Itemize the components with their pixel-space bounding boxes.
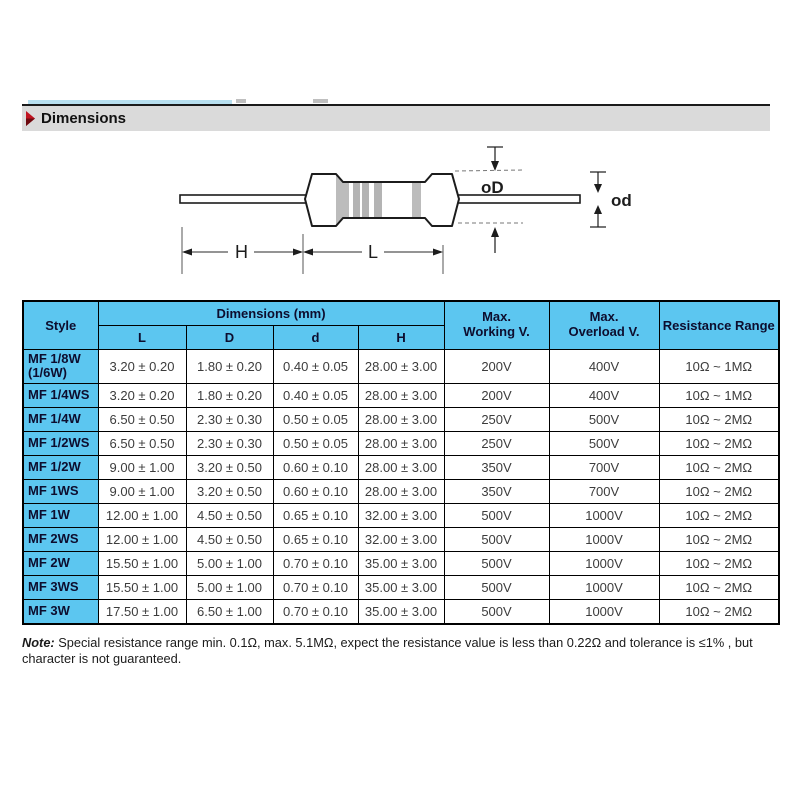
header-resistance-range: Resistance Range — [659, 301, 779, 349]
style-cell: MF 1/2W — [23, 456, 98, 480]
table-cell: 32.00 ± 3.00 — [358, 504, 444, 528]
header-max-overload-line2: Overload V. — [568, 324, 640, 340]
table-cell: 1000V — [549, 576, 659, 600]
table-cell: 15.50 ± 1.00 — [98, 576, 186, 600]
header-max-working-line1: Max. — [482, 309, 511, 325]
crop-artifact — [236, 99, 246, 103]
table-cell: 28.00 ± 3.00 — [358, 349, 444, 384]
table-cell: 0.40 ± 0.05 — [273, 384, 358, 408]
table-cell: 700V — [549, 480, 659, 504]
table-cell: 6.50 ± 0.50 — [98, 432, 186, 456]
style-cell: MF 3W — [23, 600, 98, 624]
style-cell: MF 1/2WS — [23, 432, 98, 456]
resistor-dimension-diagram — [158, 138, 658, 286]
header-style: Style — [23, 301, 98, 349]
table-row — [23, 528, 779, 552]
table-cell: 0.70 ± 0.10 — [273, 552, 358, 576]
table-cell: 15.50 ± 1.00 — [98, 552, 186, 576]
table-row — [23, 456, 779, 480]
table-cell: 10Ω ~ 2MΩ — [659, 432, 779, 456]
spec-table-body — [23, 349, 779, 624]
header-dimensions-group: Dimensions (mm) — [98, 301, 444, 325]
od-top-dashed-line — [455, 170, 523, 171]
table-cell: 200V — [444, 349, 549, 384]
table-cell: 10Ω ~ 1MΩ — [659, 349, 779, 384]
table-cell: 10Ω ~ 2MΩ — [659, 552, 779, 576]
table-cell: 12.00 ± 1.00 — [98, 528, 186, 552]
table-cell: 10Ω ~ 2MΩ — [659, 504, 779, 528]
arrowhead-up — [594, 205, 602, 214]
table-cell: 2.30 ± 0.30 — [186, 432, 273, 456]
arrowhead-up — [491, 227, 499, 237]
table-cell: 28.00 ± 3.00 — [358, 384, 444, 408]
table-cell: 1.80 ± 0.20 — [186, 384, 273, 408]
table-cell: 0.50 ± 0.05 — [273, 408, 358, 432]
table-cell: 350V — [444, 456, 549, 480]
table-cell: 400V — [549, 349, 659, 384]
table-cell: 5.00 ± 1.00 — [186, 552, 273, 576]
table-row — [23, 480, 779, 504]
table-cell: 0.40 ± 0.05 — [273, 349, 358, 384]
table-cell: 10Ω ~ 2MΩ — [659, 408, 779, 432]
table-cell: 3.20 ± 0.20 — [98, 349, 186, 384]
table-cell: 2.30 ± 0.30 — [186, 408, 273, 432]
table-cell: 3.20 ± 0.50 — [186, 480, 273, 504]
style-cell: MF 3WS — [23, 576, 98, 600]
style-cell: MF 2WS — [23, 528, 98, 552]
table-cell: 28.00 ± 3.00 — [358, 408, 444, 432]
header-col-d: d — [273, 325, 358, 349]
table-cell: 500V — [549, 432, 659, 456]
table-cell: 3.20 ± 0.50 — [186, 456, 273, 480]
table-row — [23, 384, 779, 408]
table-cell: 6.50 ± 0.50 — [98, 408, 186, 432]
table-cell: 3.20 ± 0.20 — [98, 384, 186, 408]
table-cell: 0.65 ± 0.10 — [273, 504, 358, 528]
header-max-working-line2: Working V. — [463, 324, 530, 340]
table-cell: 400V — [549, 384, 659, 408]
table-cell: 0.70 ± 0.10 — [273, 600, 358, 624]
table-cell: 10Ω ~ 2MΩ — [659, 480, 779, 504]
table-cell: 500V — [549, 408, 659, 432]
spec-table-header — [23, 301, 779, 349]
table-cell: 35.00 ± 3.00 — [358, 600, 444, 624]
table-cell: 10Ω ~ 2MΩ — [659, 600, 779, 624]
table-cell: 6.50 ± 1.00 — [186, 600, 273, 624]
style-cell: MF 1W — [23, 504, 98, 528]
spec-table — [22, 300, 780, 625]
table-cell: 0.65 ± 0.10 — [273, 528, 358, 552]
table-row — [23, 432, 779, 456]
note-text: Special resistance range min. 0.1Ω, max. 5.1MΩ, expect the resistance value is less than 0.22Ω and tolerance is ≤1% , but character is not guaranteed. — [22, 635, 753, 667]
arrowhead-right — [433, 249, 443, 256]
header-col-H: H — [358, 325, 444, 349]
table-row — [23, 408, 779, 432]
table-cell: 250V — [444, 432, 549, 456]
table-cell: 17.50 ± 1.00 — [98, 600, 186, 624]
table-cell: 10Ω ~ 1MΩ — [659, 384, 779, 408]
table-cell: 500V — [444, 504, 549, 528]
table-cell: 500V — [444, 552, 549, 576]
table-cell: 12.00 ± 1.00 — [98, 504, 186, 528]
arrowhead-down — [594, 184, 602, 193]
table-cell: 35.00 ± 3.00 — [358, 552, 444, 576]
arrowhead-left — [182, 249, 192, 256]
note — [22, 635, 780, 668]
table-cell: 700V — [549, 456, 659, 480]
table-cell: 4.50 ± 0.50 — [186, 528, 273, 552]
label-lead-length: H — [235, 242, 248, 262]
table-cell: 10Ω ~ 2MΩ — [659, 456, 779, 480]
table-cell: 1000V — [549, 600, 659, 624]
header-col-D: D — [186, 325, 273, 349]
lead-right — [452, 195, 580, 203]
header-max-working — [444, 301, 549, 349]
label-body-diameter: oD — [481, 178, 504, 197]
arrowhead-left — [303, 249, 313, 256]
table-cell: 350V — [444, 480, 549, 504]
style-cell: MF 2W — [23, 552, 98, 576]
table-cell: 9.00 ± 1.00 — [98, 480, 186, 504]
label-lead-diameter: od — [611, 191, 632, 210]
section-title: Dimensions — [41, 110, 127, 127]
table-cell: 500V — [444, 528, 549, 552]
table-cell: 500V — [444, 600, 549, 624]
style-cell: MF 1/8W (1/6W) — [23, 349, 98, 384]
arrowhead-right — [293, 249, 303, 256]
table-cell: 250V — [444, 408, 549, 432]
table-cell: 0.50 ± 0.05 — [273, 432, 358, 456]
style-cell: MF 1WS — [23, 480, 98, 504]
table-cell: 0.70 ± 0.10 — [273, 576, 358, 600]
crop-artifact — [313, 99, 328, 103]
table-cell: 500V — [444, 576, 549, 600]
label-body-length: L — [368, 242, 379, 262]
table-cell: 200V — [444, 384, 549, 408]
header-max-overload — [549, 301, 659, 349]
table-cell: 1000V — [549, 528, 659, 552]
table-cell: 5.00 ± 1.00 — [186, 576, 273, 600]
arrowhead-down — [491, 161, 499, 171]
table-cell: 4.50 ± 0.50 — [186, 504, 273, 528]
table-cell: 1000V — [549, 552, 659, 576]
table-cell: 10Ω ~ 2MΩ — [659, 576, 779, 600]
table-cell: 1000V — [549, 504, 659, 528]
table-row — [23, 504, 779, 528]
table-row — [23, 600, 779, 624]
table-row — [23, 349, 779, 384]
note-prefix: Note: — [22, 635, 55, 650]
table-cell: 28.00 ± 3.00 — [358, 456, 444, 480]
section-header-bar — [22, 104, 770, 131]
table-cell: 35.00 ± 3.00 — [358, 576, 444, 600]
header-col-L: L — [98, 325, 186, 349]
style-cell: MF 1/4W — [23, 408, 98, 432]
table-row — [23, 552, 779, 576]
red-arrow-icon — [25, 111, 36, 126]
table-cell: 9.00 ± 1.00 — [98, 456, 186, 480]
table-cell: 0.60 ± 0.10 — [273, 456, 358, 480]
table-cell: 0.60 ± 0.10 — [273, 480, 358, 504]
table-row — [23, 576, 779, 600]
header-max-overload-line1: Max. — [589, 309, 619, 325]
table-cell: 28.00 ± 3.00 — [358, 432, 444, 456]
table-cell: 10Ω ~ 2MΩ — [659, 528, 779, 552]
table-cell: 28.00 ± 3.00 — [358, 480, 444, 504]
lead-left — [180, 195, 308, 203]
table-cell: 32.00 ± 3.00 — [358, 528, 444, 552]
style-cell: MF 1/4WS — [23, 384, 98, 408]
table-cell: 1.80 ± 0.20 — [186, 349, 273, 384]
